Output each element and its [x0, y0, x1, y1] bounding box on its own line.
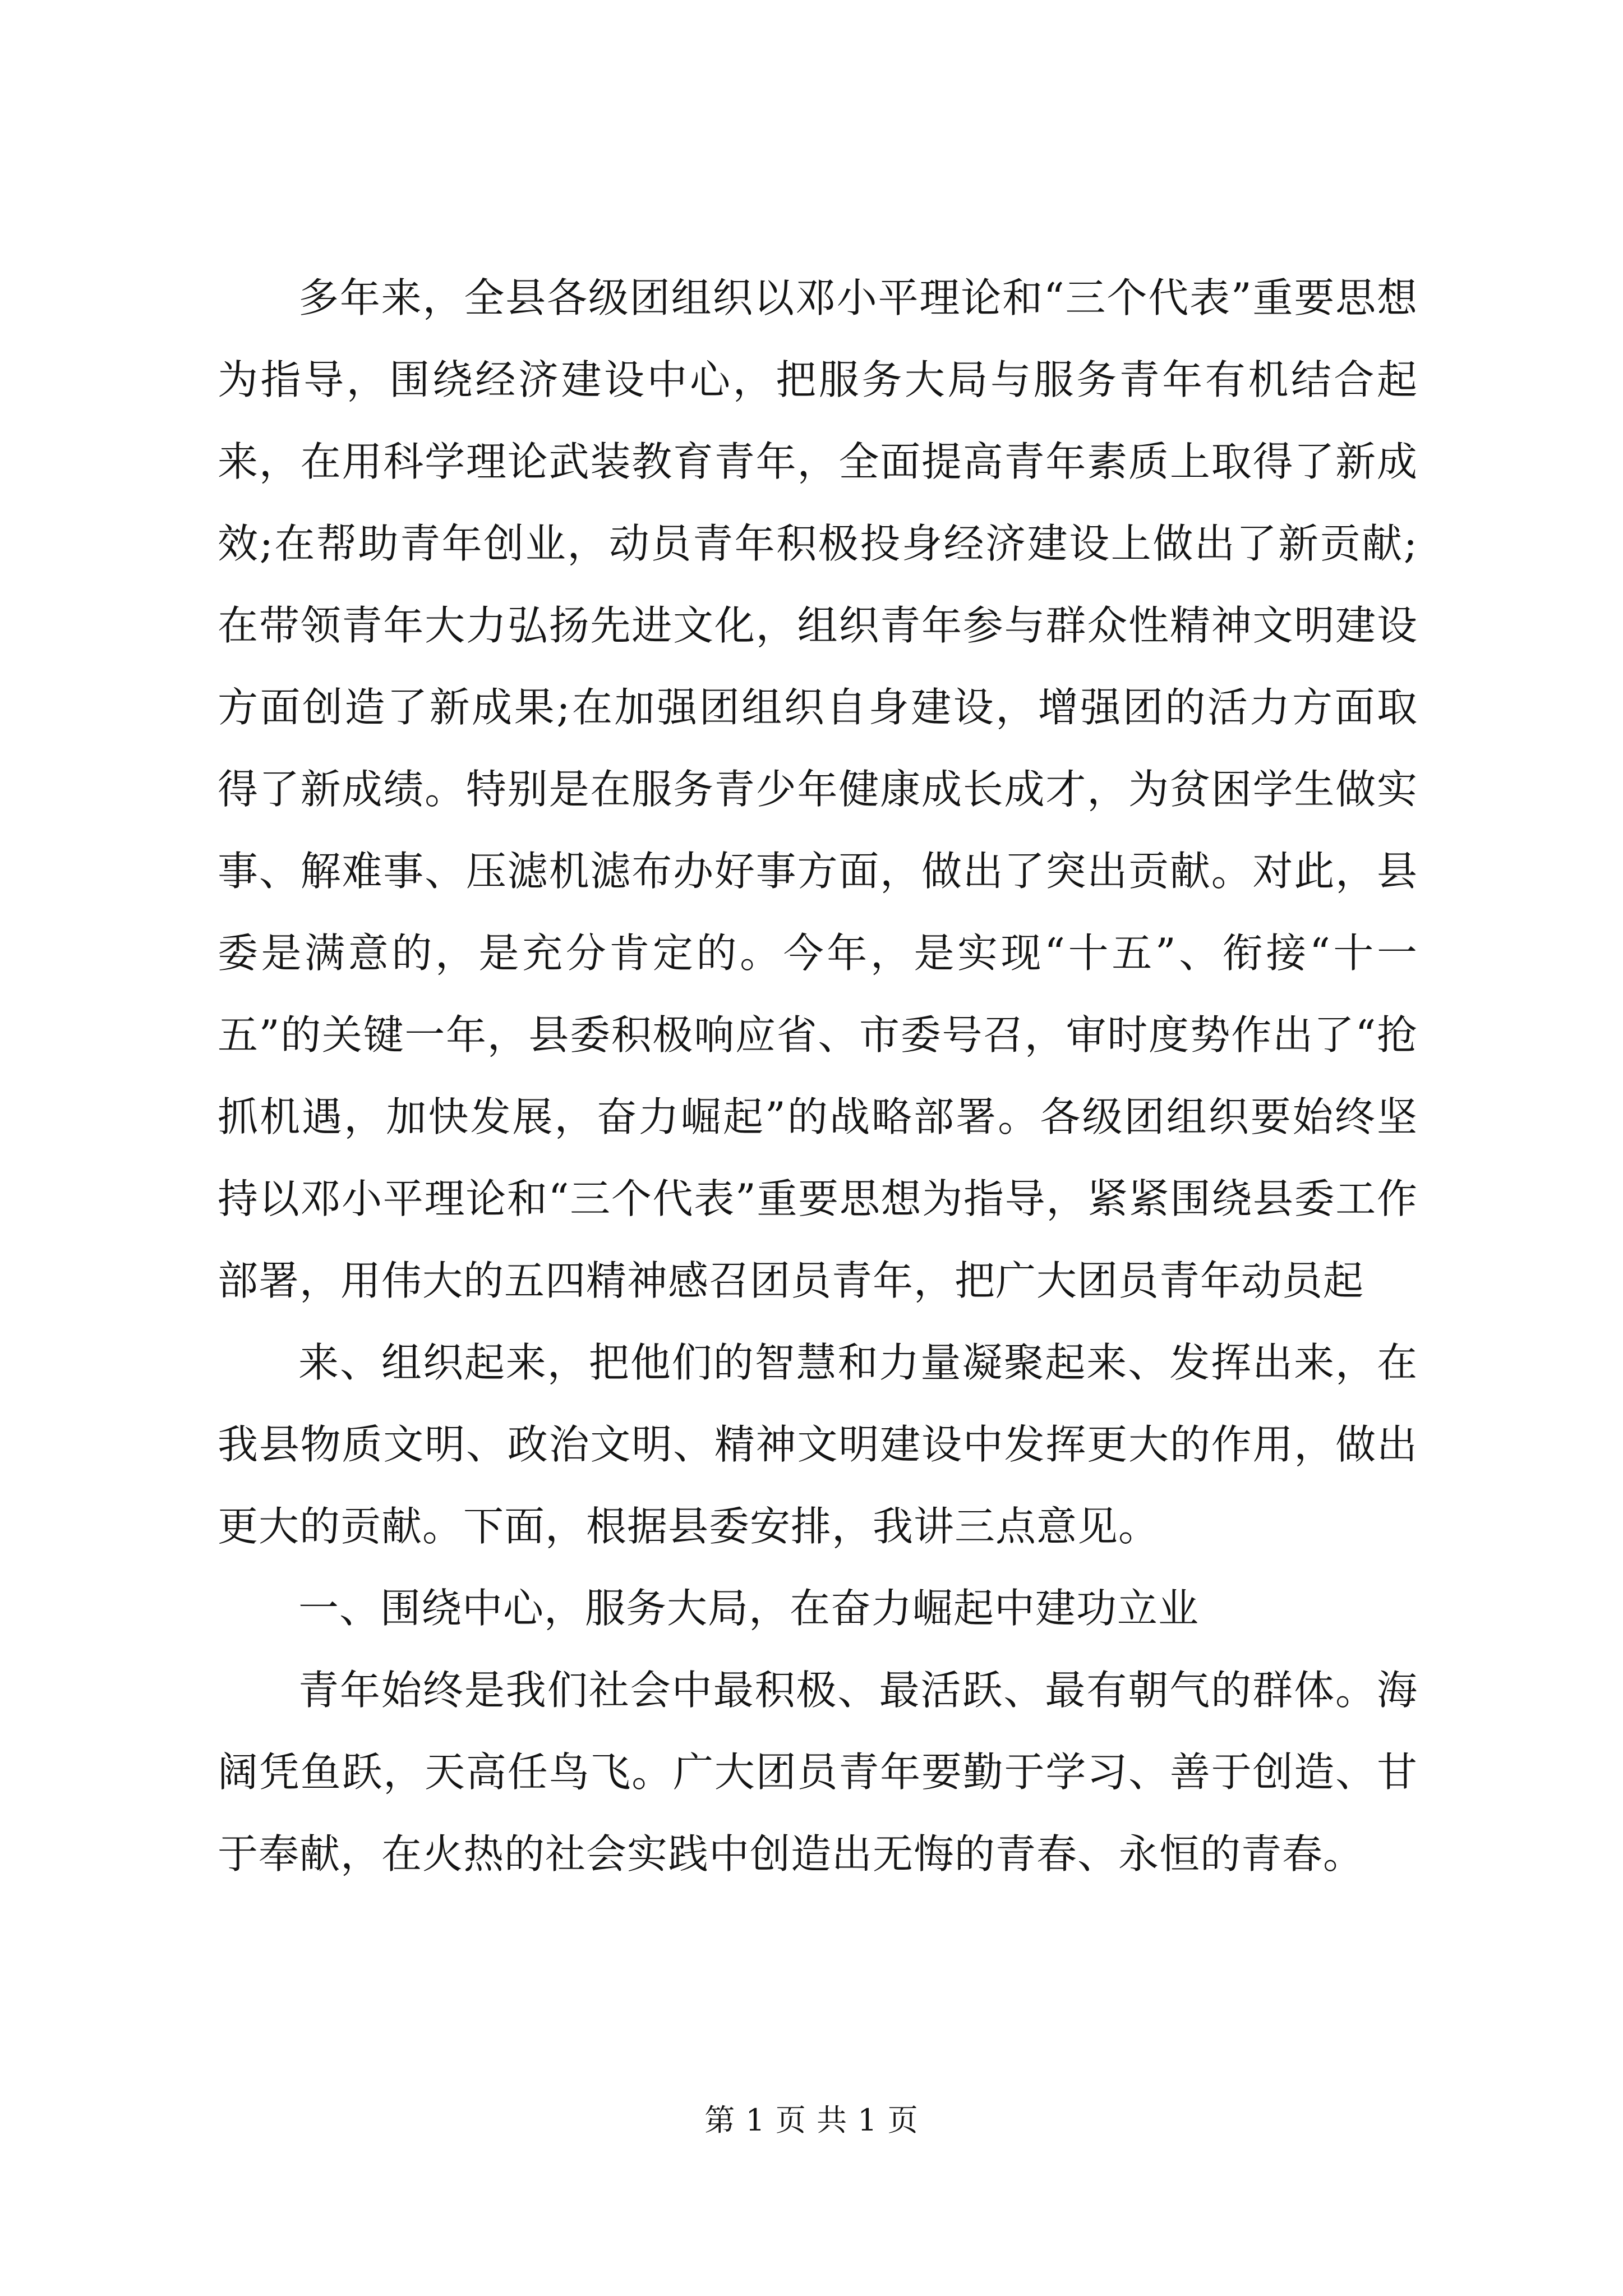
paragraph-intro: 多年来，全县各级团组织以邓小平理论和“三个代表”重要思想为指导，围绕经济建设中心，把服务大局与服务青年有机结合起来，在用科学理论武装教育青年，全面提高青年素质上取得了新成效;在帮助青年创业，动员青年积极投身经济建设上做出了新贡献;在带领青年大力弘扬先进文化，组织青年参与群众性精神文明建设方面创造了新成果;在加强团组织自身建设，增强团的活力方面取得了新成绩。特别是在服务青少年健康成长成才，为贫困学生做实事、解难事、压滤机滤布办好事方面，做出了突出贡献。对此，县委是满意的，是充分肯定的。今年，是实现“十五”、衔接“十一五”的关键一年，县委积极响应省、市委号召，审时度势作出了“抢抓机遇，加快发展，奋力崛起”的战略部署。各级团组织要始终坚持以邓小平理论和“三个代表”重要思想为指导，紧紧围绕县委工作部署，用伟大的五四精神感召团员青年，把广大团员青年动员起	[218, 274, 1418, 1304]
page-number-footer: 第 1 页 共 1 页	[704, 2102, 919, 2138]
body-text	[218, 257, 1418, 1895]
section-heading-1: 一、围绕中心，服务大局，在奋力崛起中建功立业	[298, 1585, 1200, 1632]
paragraph-youth: 青年始终是我们社会中最积极、最活跃、最有朝气的群体。海阔凭鱼跃，天高任鸟飞。广大团员青年要勤于学习、善于创造、甘于奉献，在火热的社会实践中创造出无悔的青春、永恒的青春。	[218, 1667, 1418, 1878]
paragraph-mobilize: 来、组织起来，把他们的智慧和力量凝聚起来、发挥出来，在我县物质文明、政治文明、精神文明建设中发挥更大的作用，做出更大的贡献。下面，根据县委安排，我讲三点意见。	[218, 1339, 1418, 1550]
